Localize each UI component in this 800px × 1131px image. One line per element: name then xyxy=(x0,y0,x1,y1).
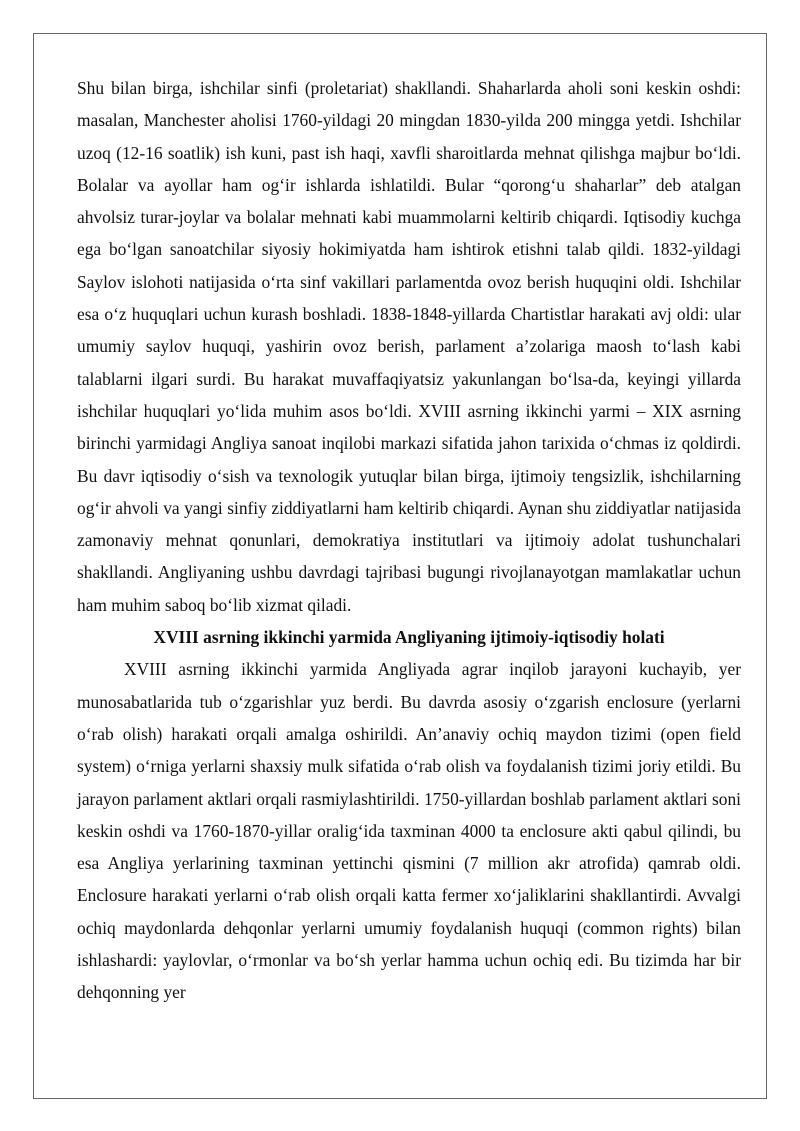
paragraph: XVIII asrning ikkinchi yarmida Angliyada agrar inqilob jarayoni kuchayib, yer munosabatlarida tub o‘zgarishlar yuz berdi. Bu davrda asosiy o‘zgarish enclosure (yerlarni o‘rab olish) harakati orqali amalga oshirildi. An’anaviy ochiq maydon tizimi (open field system) o‘rniga yerlarni shaxsiy mulk sifatida o‘rab olish va foydalanish tizimi joriy etildi. Bu jarayon parlament aktlari orqali rasmiylashtirildi. 1750-yillardan boshlab parlament aktlari soni keskin oshdi va 1760-1870-yillar oralig‘ida taxminan 4000 ta enclosure akti qabul qilindi, bu esa Angliya yerlarining taxminan yettinchi qismini (7 million akr atrofida) qamrab oldi. Enclosure harakati yerlarni o‘rab olish orqali katta fermer xo‘jaliklarini shakllantirdi. Avvalgi ochiq maydonlarda dehqonlar yerlarni umumiy foydalanish huquqi (common rights) bilan ishlashardi: yaylovlar, o‘rmonlar va bo‘sh yerlar hamma uchun ochiq edi. Bu tizimda har bir dehqonning yer xyxy=(77,659,741,1003)
section-heading: XVIII asrning ikkinchi yarmida Angliyaning ijtimoiy-iqtisodiy holati xyxy=(153,627,665,648)
paragraph: Shu bilan birga, ishchilar sinfi (proletariat) shakllandi. Shaharlarda aholi soni keskin oshdi: masalan, Manchester aholisi 1760-yildagi 20 mingdan 1830-yilda 200 mingga yetdi. Ishchilar uzoq (12-16 soatlik) ish kuni, past ish haqi, xavfli sharoitlarda mehnat qilishga majbur bo‘ldi. Bolalar va ayollar ham og‘ir ishlarda ishlatildi. Bular “qorong‘u shaharlar” deb atalgan ahvolsiz turar-joylar va bolalar mehnati kabi muammolarni keltirib chiqardi. Iqtisodiy kuchga ega bo‘lgan sanoatchilar siyosiy hokimiyatda ham ishtirok etishni talab qildi. 1832-yildagi Saylov islohoti natijasida o‘rta sinf vakillari parlamentda ovoz berish huquqini oldi. Ishchilar esa o‘z huquqlari uchun kurash boshladi. 1838-1848-yillarda Chartistlar harakati avj oldi: ular umumiy saylov huquqi, yashirin ovoz berish, parlament a’zolariga maosh to‘lash kabi talablarni ilgari surdi. Bu harakat muvaffaqiyatsiz yakunlangan bo‘lsa-da, keyingi yillarda ishchilar huquqlari yo‘lida muhim asos bo‘ldi. XVIII asrning ikkinchi yarmi – XIX asrning birinchi yarmidagi Angliya sanoat inqilobi markazi sifatida jahon tarixida o‘chmas iz qoldirdi. Bu davr iqtisodiy o‘sish va texnologik yutuqlar bilan birga, ijtimoiy tengsizlik, ishchilarning og‘ir ahvoli va yangi sinfiy ziddiyatlarni ham keltirib chiqardi. Aynan shu ziddiyatlar natijasida zamonaviy mehnat qonunlari, demokratiya institutlari va ijtimoiy adolat tushunchalari shakllandi. Angliyaning ushbu davrdagi tajribasi bugungi rivojlanayotgan mamlakatlar uchun ham muhim saboq bo‘lib xizmat qiladi. xyxy=(77,78,741,615)
document-body xyxy=(77,72,741,1009)
